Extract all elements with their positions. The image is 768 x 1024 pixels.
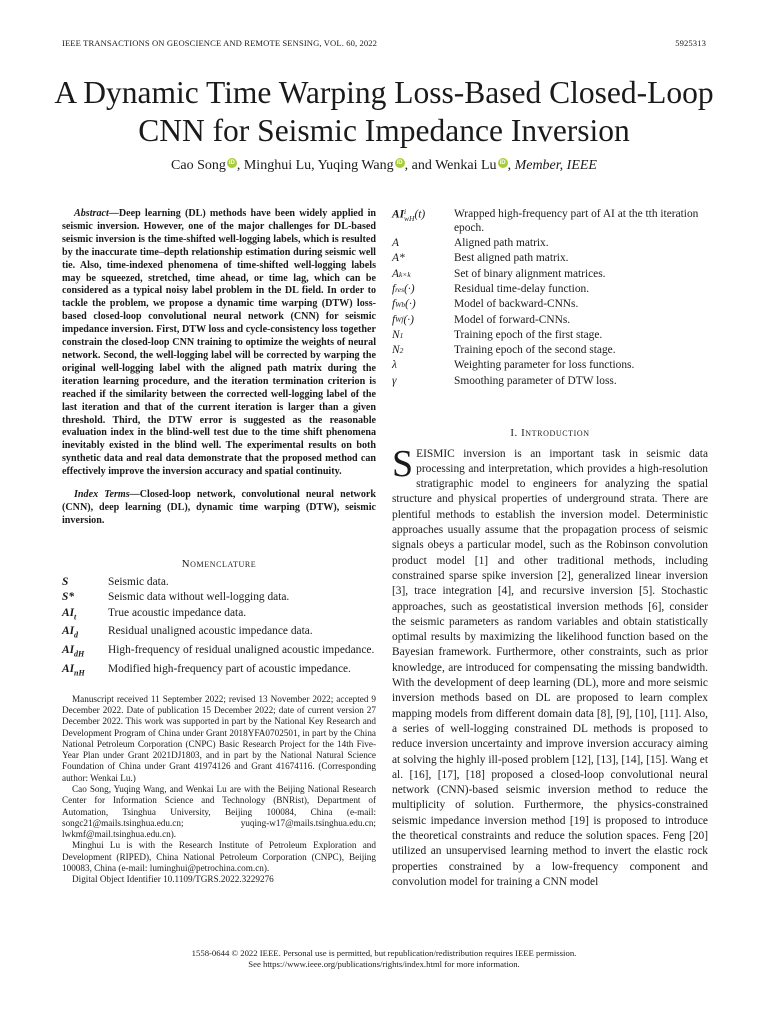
symbol-scripts [395, 316, 403, 323]
symbol-scripts [400, 347, 404, 354]
symbol-base: S* [62, 591, 75, 604]
nomenclature-definition: Seismic data. [108, 575, 169, 588]
abstract [62, 208, 376, 479]
footnote-affiliation-1: Cao Song, Yuqing Wang, and Wenkai Lu are with the Beijing National Research Center for Information Science and Technology (BNRist), Department of Automation, Tsinghua University, Beijing 100084, China (e-mail: songc21@mails.tsinghua.edu.cn; yuqing-w17@mails.tsinghua.edu.cn; lwkmf@mail.tsinghua.edu.cn). [62, 784, 376, 840]
nomenclature-definition: Residual unaligned acoustic impedance data. [108, 625, 313, 638]
symbol-subscript: 2 [399, 346, 404, 356]
nomenclature-row [62, 576, 376, 590]
symbol-scripts [399, 271, 411, 278]
author-2-3: , Minghui Lu, Yuqing Wang [236, 158, 394, 173]
symbol [392, 314, 454, 328]
author-separator: , [507, 158, 515, 173]
symbol [392, 252, 454, 266]
footnote-affiliation-2: Minghui Lu is with the Research Institute of Petroleum Exploration and Development (RIPED), China National Petroleum Corporation (CNPC), Beijing 100083, China (e-mail: luminghui@petrochina.com.cn). [62, 840, 376, 874]
symbol [392, 359, 454, 373]
symbol-base: A [392, 267, 399, 280]
symbol-definition: Weighting parameter for loss functions. [454, 359, 635, 372]
nomenclature-definition: High-frequency of residual unaligned acoustic impedance. [108, 643, 375, 656]
symbol-base: A [392, 237, 399, 250]
nomenclature-symbol [62, 591, 108, 605]
symbol-subscript: Wb [395, 300, 406, 310]
journal-name: IEEE TRANSACTIONS ON GEOSCIENCE AND REMOTE SENSING, VOL. 60, 2022 [62, 38, 378, 48]
running-head [62, 38, 706, 48]
nomenclature-symbol [62, 625, 108, 642]
symbol-argument: (·) [403, 313, 414, 326]
symbol-definition: Model of backward-CNNs. [454, 298, 579, 311]
symbol [392, 344, 454, 358]
introduction-text [392, 442, 708, 891]
symbol-base: f [392, 282, 396, 295]
symbol-base: N [392, 344, 400, 357]
symbol-base: AI [62, 625, 75, 638]
nomenclature-definition: True acoustic impedance data. [108, 606, 247, 619]
introduction-body: EISMIC inversion is an important task in seismic data processing and interpretation, which provides a high-resolution stratigraphic model to engineers for analyzing the spatial structure and physical properties of underground strata. There are plentiful methods to establish the inversion model. Deterministic approaches usually assume that the propagation process of seismic signals obeys a particular model, such as the Robinson convolution product model [1] and other traditional methods, including constrained sparse spike inversion [2], generalized linear inversion [3], trace integration [4], and recursive inversion [5]. Stochastic approaches, such as geostatistical inversion methods [6], consider the seismic parameters as random variables and obtain statistically optimal results by maximizing the likelihood function based on the Bayesian framework. Furthermore, other constraints, such as prior knowledge, are introduced for compensating the missing bandwidth. With the development of deep learning (DL), more and more seismic inversion methods based on DL are proposed to learn complex mapping models from different domain data [8], [9], [10], [11]. Also, a series of well-logging constrained DL methods is proposed to reduce inversion uncertainty and improve inversion accuracy aiming at solving the highly ill-posed problem [12], [13], [14], [15]. Wang et al. [16], [17], [18] proposed a closed-loop convolutional neural network (CNN)-based seismic inversion method to reduce the multiplicity of solution. Furthermore, the physics-constrained seismic impedance inversion method [19] is proposed to introduce the theoretical constraints and reduce the solution spaces. Feng [20] utilized an unsupervised learning method to invert the elastic rock properties constrained by a low-frequency component and convolution model for training a CNN model [392, 447, 708, 888]
membership: Member, IEEE [514, 158, 597, 173]
index-terms-lead: Index Terms— [74, 489, 140, 501]
symbol-base: A* [392, 252, 405, 265]
symbol-row [392, 252, 708, 266]
nomenclature-table [62, 576, 376, 680]
symbol-row [392, 359, 708, 373]
symbol-row [392, 283, 708, 297]
orcid-icon[interactable]: iD [396, 160, 403, 166]
symbol-subscript: res [395, 284, 405, 294]
copyright-line-1: 1558-0644 © 2022 IEEE. Personal use is permitted, but republication/redistribution requires IEEE permission. [191, 948, 577, 958]
abstract-lead: Abstract— [74, 208, 119, 219]
symbol-definition: Smoothing parameter of DTW loss. [454, 374, 617, 387]
symbol-table [392, 208, 708, 389]
nomenclature-definition: Seismic data without well-logging data. [108, 591, 290, 604]
drop-cap: S [392, 442, 414, 485]
author-4: , and Wenkai Lu [404, 158, 497, 173]
symbol-row [392, 329, 708, 343]
symbol-base: S [62, 575, 69, 588]
copyright-notice [62, 948, 706, 970]
symbol-definition: Best aligned path matrix. [454, 252, 569, 265]
symbol-base: AI [62, 606, 75, 619]
nomenclature-symbol [62, 576, 108, 590]
symbol [392, 375, 454, 389]
abstract-text: Deep learning (DL) methods have been widely applied in seismic inversion. However, one of the major challenges for DL-based seismic inversion is the time-shifted well-logging labels, which is resulted by the inaccurate time–depth relationship estimation during seismic well tie. Also, time-indexed phenomena of time-shifted well-logging labels may be squeezed, stretched, time ahead, or time lag, which can be considered as a typical noisy label problem in the DL field. In order to tackle the problem, we propose a dynamic time warping (DTW) loss-based closed-loop convolutional neural network (CNN) for seismic impedance inversion. First, DTW loss and cycle-consistency loss together constrain the closed-loop CNN training to optimize the weights of neural network. Second, the well-logging label will be corrected by warping the original well-logging label with the aligned path matrix during the iteration learning procedure, and the iteration termination criterion is reached if the similarity between the corrected well-logging label of the last iteration and that of the current iteration is larger than a given threshold. Third, the DTW error is suggested as the reasonable evaluation index in the blind-well test due to the time shift phenomena inevitably existed in the blind well. The experimental results on both synthetic data and real data demonstrate that the proposed method can effectively improve the inversion accuracy and spatial continuity. [62, 208, 376, 478]
introduction-heading: I. Introduction [510, 426, 590, 439]
symbol-definition: Model of forward-CNNs. [454, 313, 571, 326]
symbol-row [392, 268, 708, 282]
symbol-base: AI [62, 643, 75, 656]
nomenclature-row [62, 591, 376, 605]
nomenclature-symbol [62, 663, 108, 680]
orcid-icon[interactable]: iD [228, 160, 235, 166]
nomenclature-row [62, 644, 376, 661]
copyright-line-2[interactable]: See https://www.ieee.org/publications/rights/index.html for more information. [248, 959, 520, 969]
nomenclature-definition: Modified high-frequency part of acoustic impedance. [108, 662, 351, 675]
symbol-row [392, 344, 708, 358]
symbol [392, 237, 454, 251]
symbol-base: AI [62, 662, 75, 675]
author-1: Cao Song [171, 158, 226, 173]
left-column [62, 208, 376, 886]
symbol-scripts [400, 332, 404, 339]
footnote-manuscript: Manuscript received 11 September 2022; revised 13 November 2022; accepted 9 December 2022. Date of publication 15 December 2022; date of current version 27 December 2022. This work was supported in part by the National Key Research and Development Program of China under Grant 2018YFA0702501, in part by the China National Petroleum Corporation (CNPC) Basic Research Project for the 14th Five-Year Plan under Grant 2021DJ1803, and in part by the National Natural Science Foundation of China under Grant 41974126 and Grant 41674116. (Corresponding author: Wenkai Lu.) [62, 693, 376, 783]
symbol-definition: Wrapped high-frequency part of AI at the tth iteration epoch. [454, 208, 699, 234]
symbol-argument: (·) [405, 298, 416, 311]
symbol-scripts [404, 208, 414, 222]
symbol-row [392, 237, 708, 251]
nomenclature-row [62, 663, 376, 680]
symbol-base: f [392, 313, 396, 326]
symbol [392, 208, 454, 236]
symbol-scripts [395, 301, 405, 308]
symbol-row [392, 314, 708, 328]
symbol-subscript: nH [74, 667, 85, 677]
symbol-row [392, 208, 708, 236]
symbol-subscript: dH [74, 649, 85, 659]
symbol-scripts [395, 286, 404, 293]
nomenclature-symbol [62, 644, 108, 661]
paper-title: A Dynamic Time Warping Loss-Based Closed-Loop CNN for Seismic Impedance Inversion [54, 75, 714, 148]
symbol [392, 329, 454, 343]
symbol [392, 283, 454, 297]
symbol [392, 298, 454, 312]
symbol-superscript: i [404, 207, 407, 216]
author-line [30, 158, 738, 174]
symbol-argument: (t) [414, 208, 426, 221]
symbol-definition: Aligned path matrix. [454, 237, 549, 250]
symbol-base: N [392, 328, 400, 341]
symbol-row [392, 298, 708, 312]
symbol-definition: Training epoch of the first stage. [454, 328, 603, 341]
page-number: 5925313 [675, 38, 706, 48]
symbol-definition: Training epoch of the second stage. [454, 344, 616, 357]
symbol-base: γ [392, 374, 397, 387]
symbol-row [392, 375, 708, 389]
index-terms [62, 489, 376, 528]
footnote [62, 694, 376, 886]
index-terms-text: Closed-loop network, convolutional neural network (CNN), deep learning (DL), dynamic time warping (DTW), seismic inversion. [62, 489, 376, 526]
symbol-subscript: t [74, 611, 77, 621]
symbol-subscript: k×k [398, 269, 411, 279]
symbol-subscript: 1 [399, 330, 404, 340]
nomenclature-row [62, 607, 376, 624]
orcid-icon[interactable]: iD [499, 160, 506, 166]
symbol-base: f [392, 298, 396, 311]
symbol-subscript: Wf [395, 315, 404, 325]
symbol-base: AI [392, 208, 405, 221]
symbol-definition: Set of binary alignment matrices. [454, 267, 606, 280]
symbol-subscript: wH [404, 214, 415, 223]
symbol-definition: Residual time-delay function. [454, 282, 590, 295]
nomenclature-heading: Nomenclature [181, 557, 257, 570]
right-column [392, 208, 708, 890]
footnote-doi[interactable]: Digital Object Identifier 10.1109/TGRS.2022.3229276 [72, 874, 274, 885]
symbol-base: λ [392, 359, 397, 372]
nomenclature-row [62, 625, 376, 642]
symbol-subscript: d [74, 630, 79, 640]
symbol [392, 268, 454, 282]
nomenclature-symbol [62, 607, 108, 624]
symbol-argument: (·) [404, 282, 415, 295]
